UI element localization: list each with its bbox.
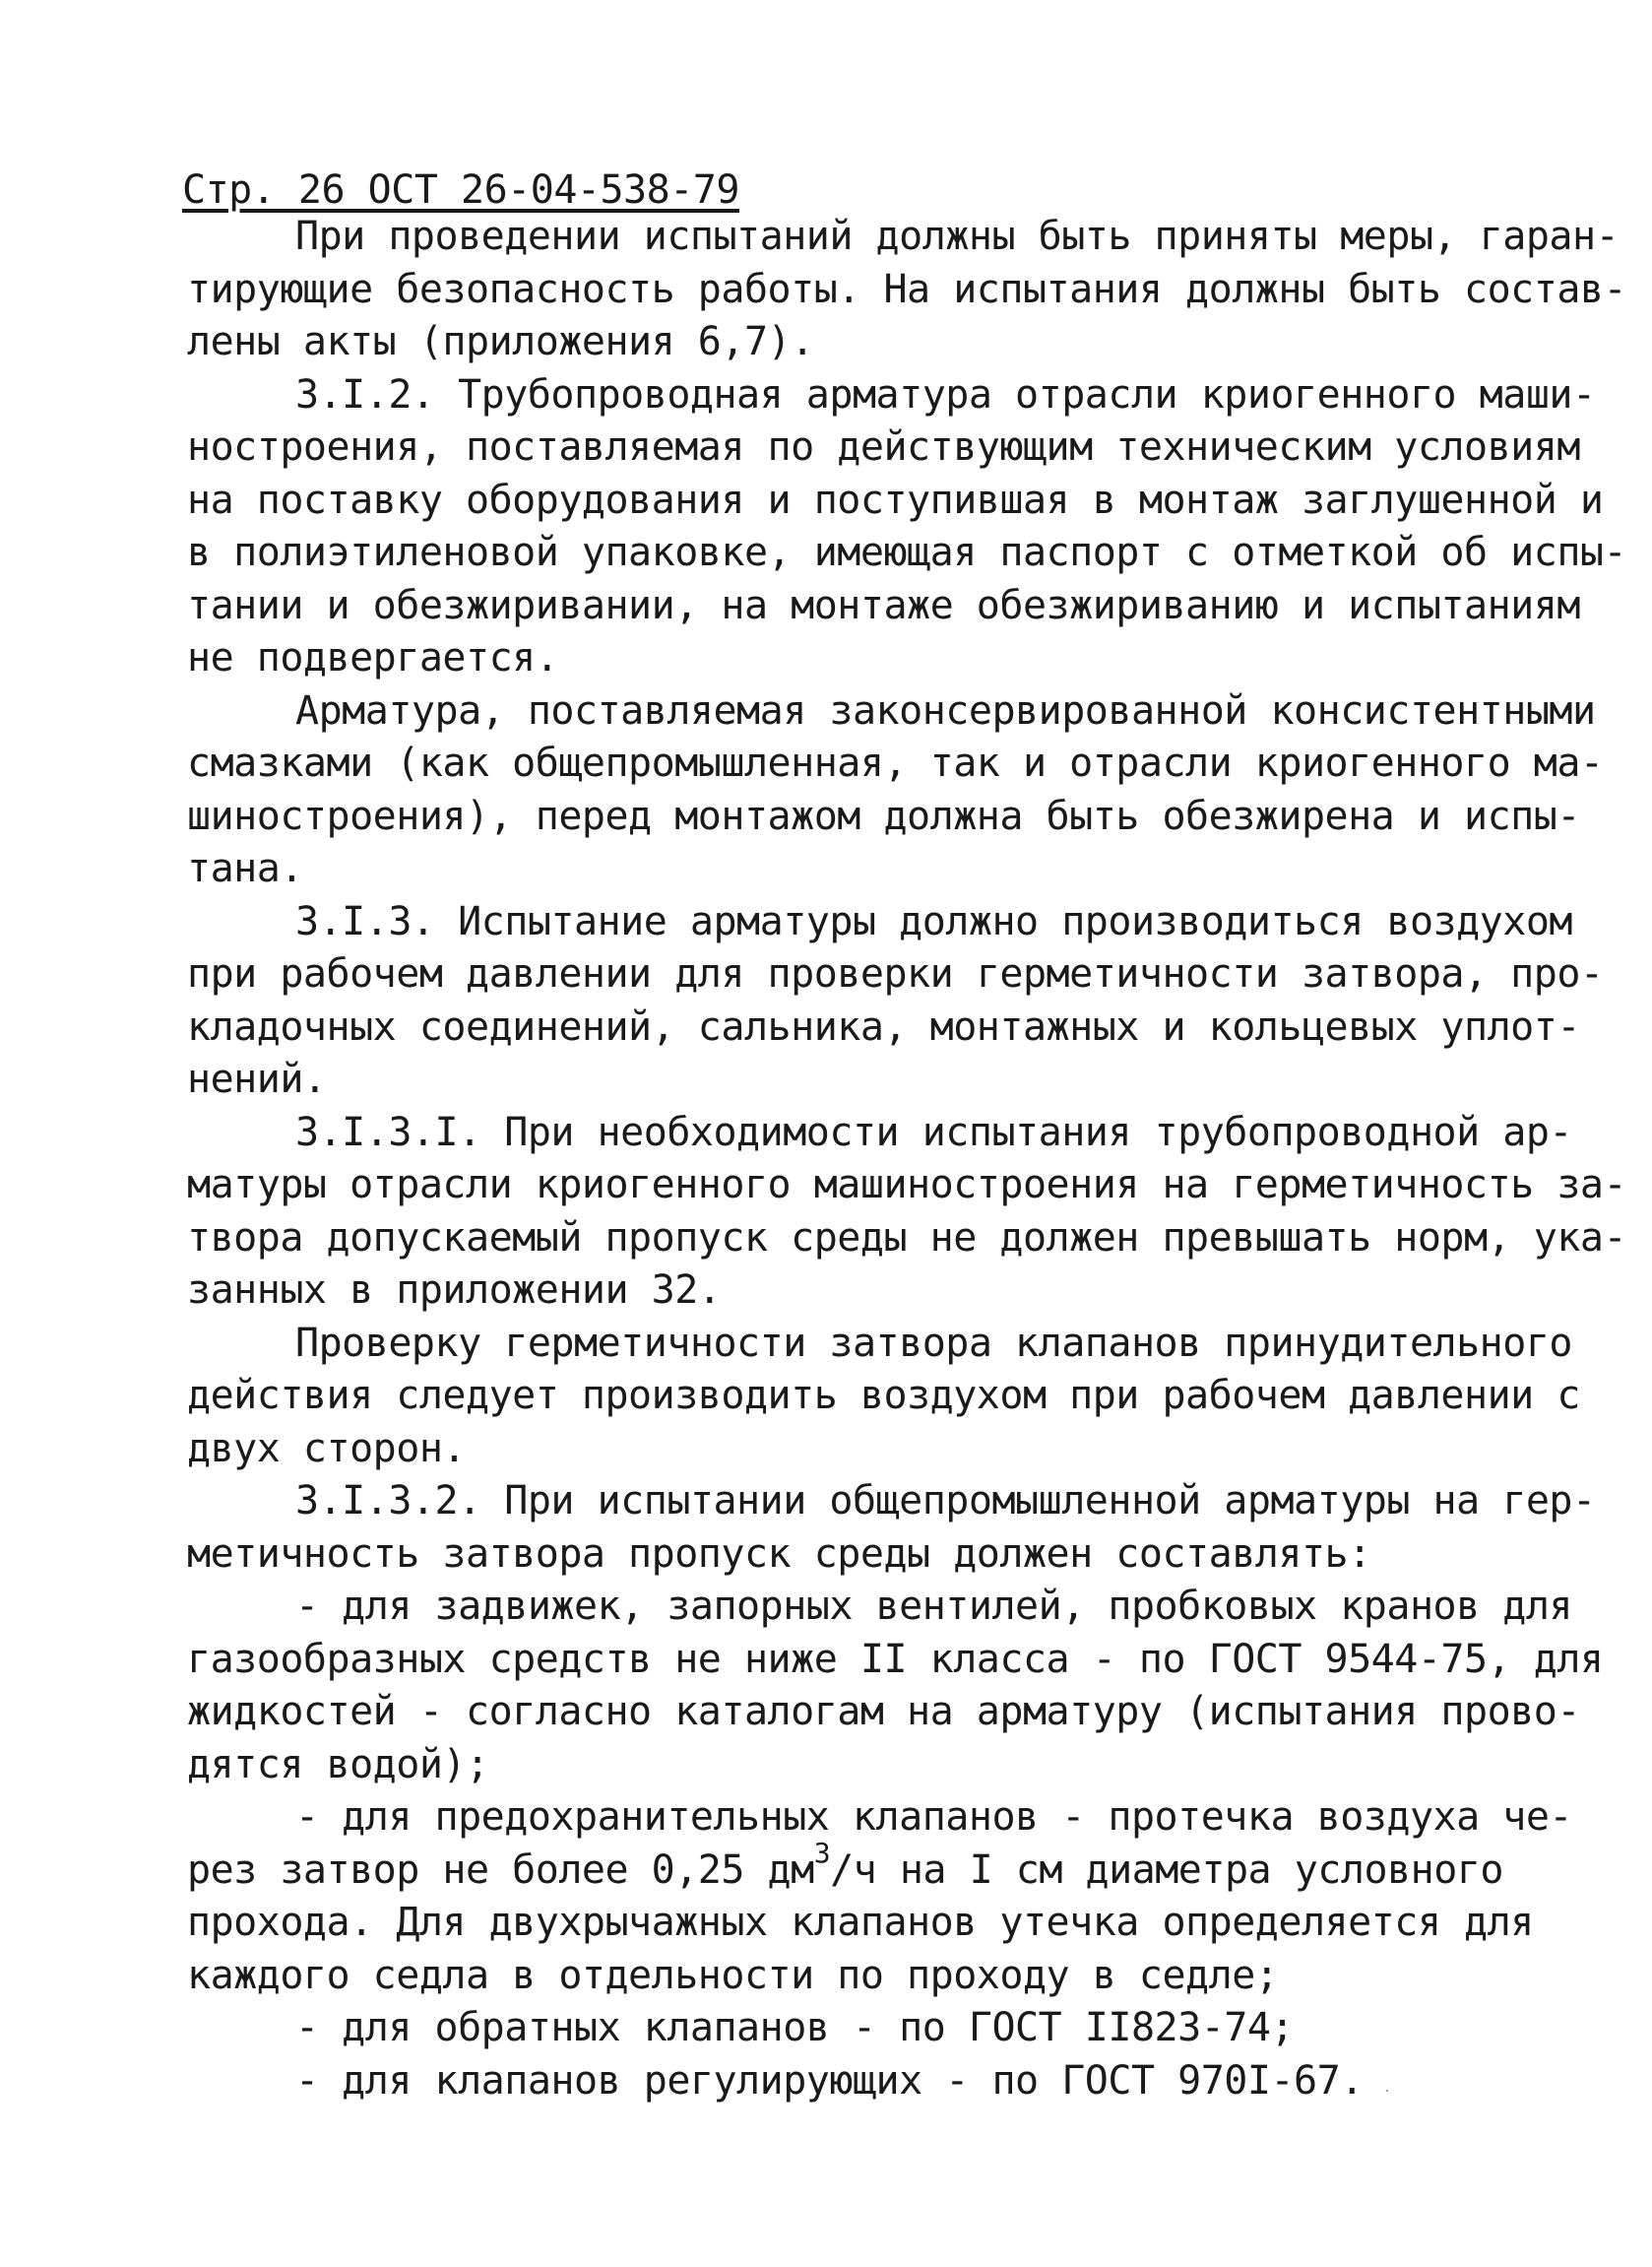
text-line: нений. xyxy=(187,1057,327,1102)
text-line: действия следует производить воздухом при рабочем давлении с xyxy=(187,1373,1580,1418)
text-line: занных в приложении 32. xyxy=(187,1267,722,1313)
page-header: Стр. 26 ОСТ 26-04-538-79 xyxy=(182,167,739,213)
scan-speck xyxy=(1386,2090,1388,2092)
text-line: Проверку герметичности затвора клапанов принудительного xyxy=(295,1320,1573,1366)
text-line: лены акты (приложения 6,7). xyxy=(187,319,814,364)
text-line: кладочных соединений, сальника, монтажных и кольцевых уплот- xyxy=(187,1004,1580,1050)
list-item-line: - для предохранительных клапанов - протечка воздуха че- xyxy=(295,1794,1573,1840)
section-3-1-3-1-line: 3.I.3.I. При необходимости испытания трубопроводной ар- xyxy=(295,1109,1573,1155)
text-line: матуры отрасли криогенного машиностроения на герметичность за- xyxy=(187,1162,1627,1207)
text-line: при рабочем давлении для проверки герметичности затвора, про- xyxy=(187,951,1604,997)
text-line: газообразных средств не ниже II класса - по ГОСТ 9544-75, для xyxy=(187,1636,1604,1682)
text-line: дятся водой); xyxy=(187,1741,489,1787)
text-line: тирующие безопасность работы. На испытания должны быть состав- xyxy=(187,266,1627,312)
section-3-1-2-line: 3.I.2. Трубопроводная арматура отрасли криогенного маши- xyxy=(295,371,1596,418)
text-line: прохода. Для двухрычажных клапанов утечка определяется для xyxy=(187,1900,1534,1945)
list-item-line: - для задвижек, запорных вентилей, пробковых кранов для xyxy=(295,1584,1573,1629)
text-line: При проведении испытаний должны быть приняты меры, гаран- xyxy=(295,214,1620,259)
text-line: тана. xyxy=(187,846,303,891)
text-line: Арматура, поставляемая законсервированной консистентными xyxy=(295,687,1596,734)
section-3-1-3-line: 3.I.3. Испытание арматуры должно производиться воздухом xyxy=(295,898,1573,944)
text-line: двух сторон. xyxy=(187,1425,466,1471)
text-line: в полиэтиленовой упаковке, имеющая паспорт с отметкой об испы- xyxy=(187,530,1627,575)
text-line: на поставку оборудования и поступившая в монтаж заглушенной и xyxy=(187,477,1604,523)
text-line: шиностроения), перед монтажом должна быть обезжирена и испы- xyxy=(187,793,1580,839)
list-item-line: - для обратных клапанов - по ГОСТ II823-74; xyxy=(295,2005,1295,2050)
text-line: каждого седла в отдельности по проходу в седле; xyxy=(187,1952,1279,1998)
text-line: ностроения, поставляемая по действующим техническим условиям xyxy=(187,424,1580,470)
text-line-with-superscript xyxy=(187,1837,1503,1898)
superscript: 3 xyxy=(813,1837,831,1870)
text-line: не подвергается. xyxy=(187,635,559,680)
text-fragment: рез затвор не более 0,25 дм xyxy=(187,1846,814,1893)
text-line: смазками (как общепромышленная, так и отрасли криогенного ма- xyxy=(187,741,1604,786)
text-fragment: /ч на I см диаметра условного xyxy=(830,1846,1503,1893)
section-3-1-3-2-line: 3.I.3.2. При испытании общепромышленной арматуры на гер- xyxy=(295,1478,1596,1523)
list-item-line: - для клапанов регулирующих - по ГОСТ 970I-67. xyxy=(295,2057,1364,2104)
text-line: тании и обезжиривании, на монтаже обезжириванию и испытаниям xyxy=(187,582,1580,628)
text-line: жидкостей - согласно каталогам на арматуру (испытания прово- xyxy=(187,1689,1580,1734)
text-line: метичность затвора пропуск среды должен составлять: xyxy=(187,1530,1371,1577)
document-body xyxy=(187,211,1627,2107)
text-line: твора допускаемый пропуск среды не должен превышать норм, ука- xyxy=(187,1214,1627,1261)
